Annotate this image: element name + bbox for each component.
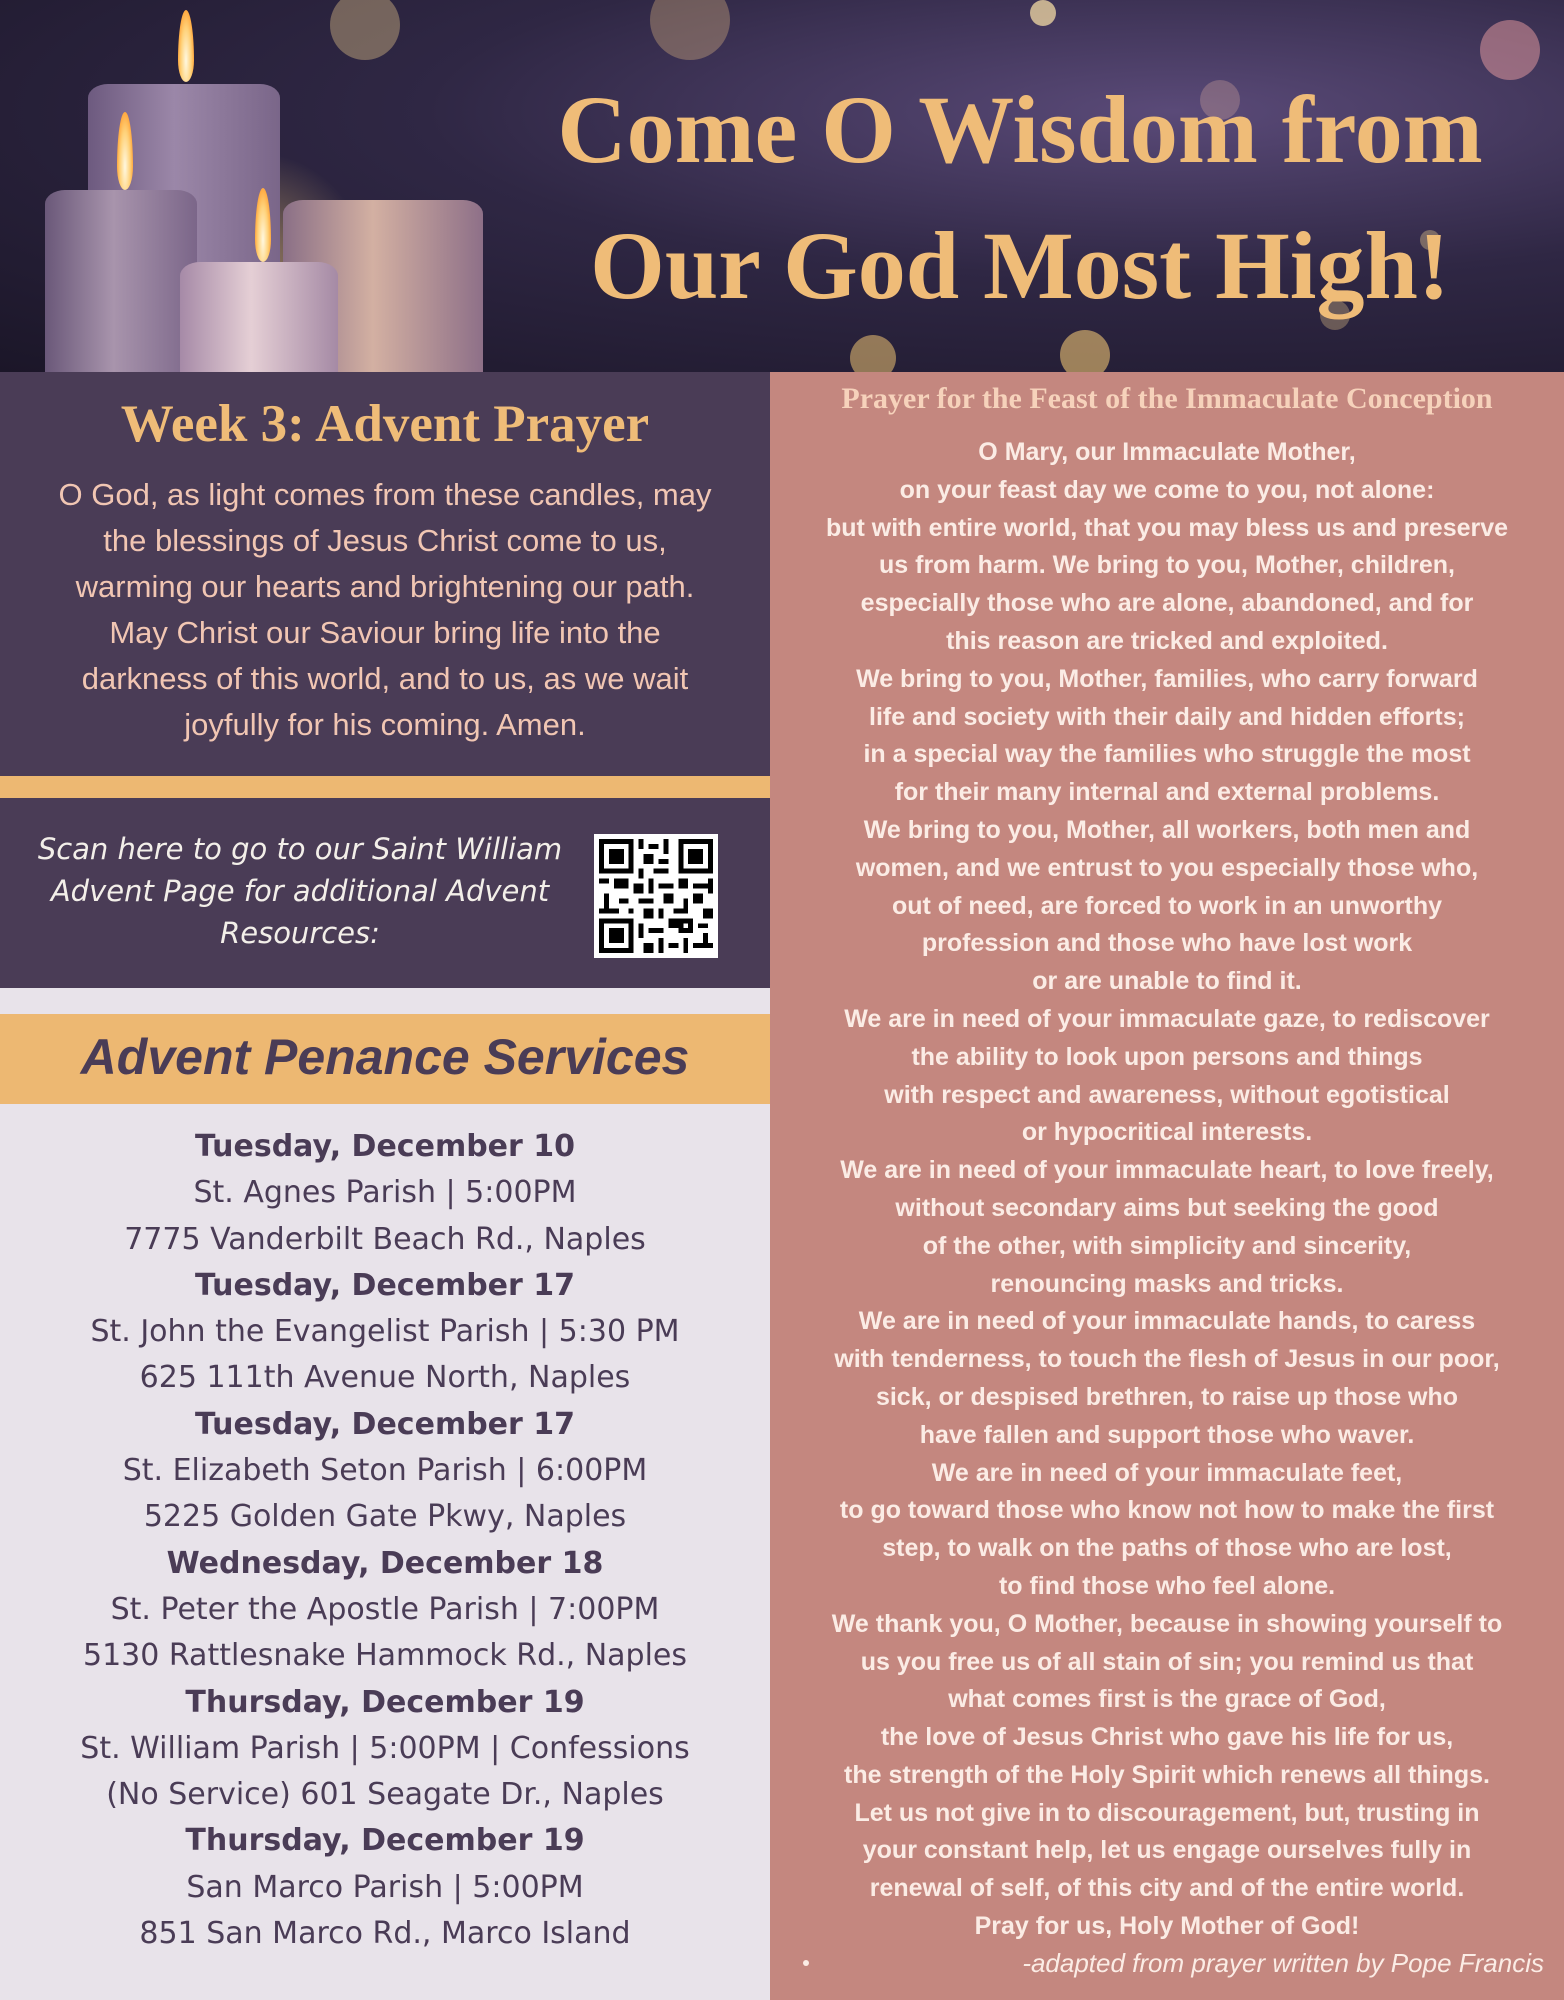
prayer-line: We are in need of your immaculate hands, to caress [858, 1307, 1476, 1336]
service-item [0, 1818, 770, 1957]
main-title [520, 62, 1520, 334]
panel-gap [0, 988, 770, 1014]
prayer-line: this reason are tricked and exploited. [946, 626, 1388, 655]
prayer-line: step, to walk on the paths of those who are lost, [882, 1534, 1452, 1563]
service-item [0, 1680, 770, 1819]
prayer-line: renewal of self, of this city and of the entire world. [869, 1874, 1465, 1903]
scan-text: Scan here to go to our Saint William Advent Page for additional Advent Resources: [37, 832, 563, 950]
prayer-line: with tenderness, to touch the flesh of Jesus in our poor, [834, 1345, 1500, 1374]
service-item [0, 1541, 770, 1680]
prayer-line: or are unable to find it. [1032, 967, 1302, 996]
prayer-line: O Mary, our Immaculate Mother, [978, 438, 1356, 466]
prayer-line: us you free us of all stain of sin; you remind us that [860, 1647, 1474, 1676]
week-title: Week 3: Advent Prayer [120, 395, 650, 453]
service-address: 7775 Vanderbilt Beach Rd., Naples [124, 1221, 646, 1257]
service-date: Tuesday, December 17 [194, 1267, 576, 1303]
prayer-line: renouncing masks and tricks. [990, 1269, 1344, 1298]
prayer-line: us from harm. We bring to you, Mother, children, [879, 551, 1455, 580]
service-parish: St. Agnes Parish | 5:00PM [193, 1175, 577, 1211]
scan-panel [0, 798, 770, 988]
service-item [0, 1402, 770, 1541]
divider-stripe [0, 776, 770, 798]
prayer-line: We bring to you, Mother, all workers, both men and [863, 815, 1471, 844]
service-parish: St. John the Evangelist Parish | 5:30 PM [90, 1314, 680, 1350]
main-title-line2: Our God Most High! [590, 212, 1450, 319]
advent-prayer-panel [0, 372, 770, 776]
week-prayer-text: O God, as light comes from these candles, may the blessings of Jesus Christ come to us, warming our hearts and brightening our path. May Christ our Saviour bring life into the darkness of this world, and to us, as we wait joyfully for his coming. Amen. [58, 477, 712, 742]
service-date: Thursday, December 19 [185, 1684, 585, 1720]
prayer-line: sick, or despised brethren, to raise up those who [875, 1382, 1459, 1411]
prayer-line: life and society with their daily and hidden efforts; [869, 702, 1465, 731]
service-parish: St. William Parish | 5:00PM | Confessions [80, 1730, 690, 1766]
prayer-line: to go toward those who know not how to make the first [839, 1496, 1495, 1525]
service-item [0, 1124, 770, 1263]
service-address: 5130 Rattlesnake Hammock Rd., Naples [82, 1638, 688, 1674]
service-parish: San Marco Parish | 5:00PM [186, 1869, 584, 1905]
header-banner [0, 0, 1564, 372]
prayer-line: the love of Jesus Christ who gave his life for us, [880, 1723, 1454, 1752]
prayer-line: Pray for us, Holy Mother of God! [974, 1912, 1360, 1941]
service-date: Tuesday, December 17 [194, 1406, 576, 1442]
prayer-line: with respect and awareness, without egotistical [884, 1080, 1450, 1109]
prayer-line: in a special way the families who struggle the most [863, 740, 1471, 769]
prayer-line: but with entire world, that you may bless us and preserve [825, 513, 1509, 542]
prayer-line: We are in need of your immaculate heart, to love freely, [840, 1156, 1494, 1185]
prayer-line: Let us not give in to discouragement, but, trusting in [854, 1798, 1480, 1827]
service-address: 851 San Marco Rd., Marco Island [139, 1916, 631, 1952]
prayer-line: have fallen and support those who waver. [919, 1420, 1415, 1449]
immaculate-prayer-text [770, 434, 1564, 1946]
prayer-line: or hypocritical interests. [1021, 1118, 1313, 1147]
immaculate-title: Prayer for the Feast of the Immaculate Conception [841, 382, 1493, 415]
prayer-line: for their many internal and external problems. [894, 778, 1440, 807]
service-item [0, 1263, 770, 1402]
service-address: 5225 Golden Gate Pkwy, Naples [143, 1499, 627, 1535]
prayer-line: We thank you, O Mother, because in showing yourself to [831, 1609, 1503, 1638]
service-address: 625 111th Avenue North, Naples [139, 1360, 631, 1396]
penance-title: Advent Penance Services [80, 1029, 690, 1085]
prayer-line: of the other, with simplicity and sincerity, [922, 1231, 1412, 1260]
prayer-line: women, and we entrust to you especially those who, [855, 853, 1479, 882]
prayer-line: the strength of the Holy Spirit which renews all things. [844, 1760, 1490, 1789]
prayer-line: We are in need of your immaculate gaze, to rediscover [844, 1004, 1490, 1033]
service-address: (No Service) 601 Seagate Dr., Naples [106, 1777, 664, 1813]
services-list [0, 1124, 770, 1957]
attribution: -adapted from prayer written by Pope Francis [1022, 1948, 1544, 1978]
service-date: Tuesday, December 10 [194, 1129, 576, 1164]
prayer-line: to find those who feel alone. [998, 1571, 1336, 1600]
prayer-line: profession and those who have lost work [921, 929, 1413, 958]
prayer-line: out of need, are forced to work in an unworthy [891, 891, 1443, 920]
prayer-line: your constant help, let us engage ourselves fully in [862, 1836, 1472, 1865]
prayer-line: what comes first is the grace of God, [948, 1685, 1386, 1714]
prayer-line: especially those who are alone, abandoned, and for [860, 589, 1474, 618]
penance-header [0, 1014, 770, 1104]
immaculate-prayer-panel [770, 372, 1564, 2000]
main-title-line1: Come O Wisdom from [557, 76, 1483, 183]
service-parish: St. Elizabeth Seton Parish | 6:00PM [122, 1453, 648, 1489]
service-date: Wednesday, December 18 [166, 1545, 604, 1581]
prayer-line: We bring to you, Mother, families, who carry forward [856, 664, 1478, 693]
prayer-line: the ability to look upon persons and things [911, 1042, 1423, 1071]
qr-code-icon[interactable] [594, 834, 718, 958]
service-parish: St. Peter the Apostle Parish | 7:00PM [110, 1591, 660, 1627]
prayer-line: without secondary aims but seeking the good [895, 1193, 1439, 1222]
prayer-line: We are in need of your immaculate feet, [931, 1458, 1403, 1487]
prayer-line: on your feast day we come to you, not alone: [899, 475, 1435, 504]
service-date: Thursday, December 19 [185, 1823, 585, 1859]
